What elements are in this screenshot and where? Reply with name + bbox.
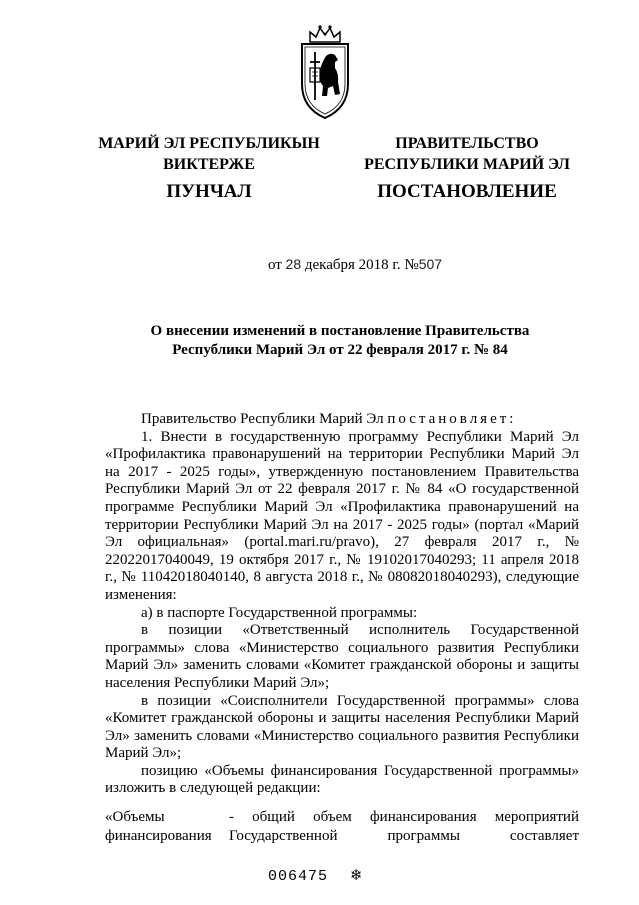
table-row: [105, 808, 579, 827]
table-cell: «Объемы: [105, 809, 165, 825]
table-cell: - общий объем финансирования мероприятий: [229, 809, 579, 825]
snowflake-icon: ❄: [350, 866, 364, 884]
document-type-mari: ПУНЧАЛ: [166, 181, 252, 202]
paragraph-4: в позиции «Соисполнители Государственной программы» слова «Комитет гражданской обороны и защиты населения Республики Марий Эл» заменить словами «Министерство социального развития Республики Марий Эл»;: [105, 692, 579, 762]
paragraph-3: в позиции «Ответственный исполнитель Государственной программы» слова «Министерство социального развития Республики Марий Эл» заменить словами «Комитет гражданской обороны и защиты населения Республики Марий Эл»;: [105, 622, 579, 691]
header-right-authority: [352, 133, 582, 175]
intro-paragraph: [105, 411, 579, 429]
blank-serial-number: 006475: [268, 868, 329, 885]
intro-decree-word: постановляет:: [387, 411, 517, 427]
document-title: [90, 322, 590, 360]
document-number: 507: [418, 256, 443, 272]
document-type-russian: ПОСТАНОВЛЕНИЕ: [377, 181, 557, 202]
intro-text: Правительство Республики Марий Эл: [141, 411, 388, 427]
header-right-line1: ПРАВИТЕЛЬСТВО: [395, 135, 539, 152]
financing-table: [105, 808, 579, 846]
table-cell: финансирования: [105, 828, 212, 844]
document-date-line: [225, 256, 485, 274]
coat-of-arms-emblem: [298, 22, 352, 120]
table-cell: Государственной программы составляет: [229, 828, 579, 844]
date-prefix: от: [267, 257, 282, 273]
header-left-authority: [94, 133, 324, 175]
header-left-line2: ВИКТЕРЖЕ: [163, 156, 255, 173]
header-left-line1: МАРИЙ ЭЛ РЕСПУБЛИКЫН: [98, 135, 320, 152]
date-day: 28: [285, 256, 302, 272]
paragraph-1: 1. Внести в государственную программу Республики Марий Эл «Профилактика правонарушений на территории Республики Марий Эл на 2017 - 2025 годы», утвержденную постановлением Правительства Республики Марий Эл от 22 февраля 2017 г. № 84 «О государственной программе Республики Марий Эл «Профилактика правонарушений на территории Республики Марий Эл на 2017 - 2025 годы» (портал «Марий Эл официальная» (portal.mari.ru/pravo), 27 февраля 2017 г., № 22022017040049, 19 октября 2017 г., № 19102017040293; 11 апреля 2018 г., № 11042018040140, 8 августа 2018 г., № 08082018040293), следующие изменения:: [105, 428, 579, 603]
header-right-line2: РЕСПУБЛИКИ МАРИЙ ЭЛ: [364, 156, 570, 173]
title-line1: О внесении изменений в постановление Правительства: [150, 323, 530, 339]
paragraph-5: позицию «Объемы финансирования Государственной программы» изложить в следующей редакции:: [105, 762, 579, 797]
document-body: [105, 411, 579, 798]
paragraph-2: а) в паспорте Государственной программы:: [141, 604, 418, 621]
blank-serial-footer: [268, 866, 364, 885]
table-row: [105, 827, 579, 846]
date-month-year: декабря 2018 г. №: [304, 257, 419, 273]
title-line2: Республики Марий Эл от 22 февраля 2017 г. № 84: [172, 342, 508, 358]
